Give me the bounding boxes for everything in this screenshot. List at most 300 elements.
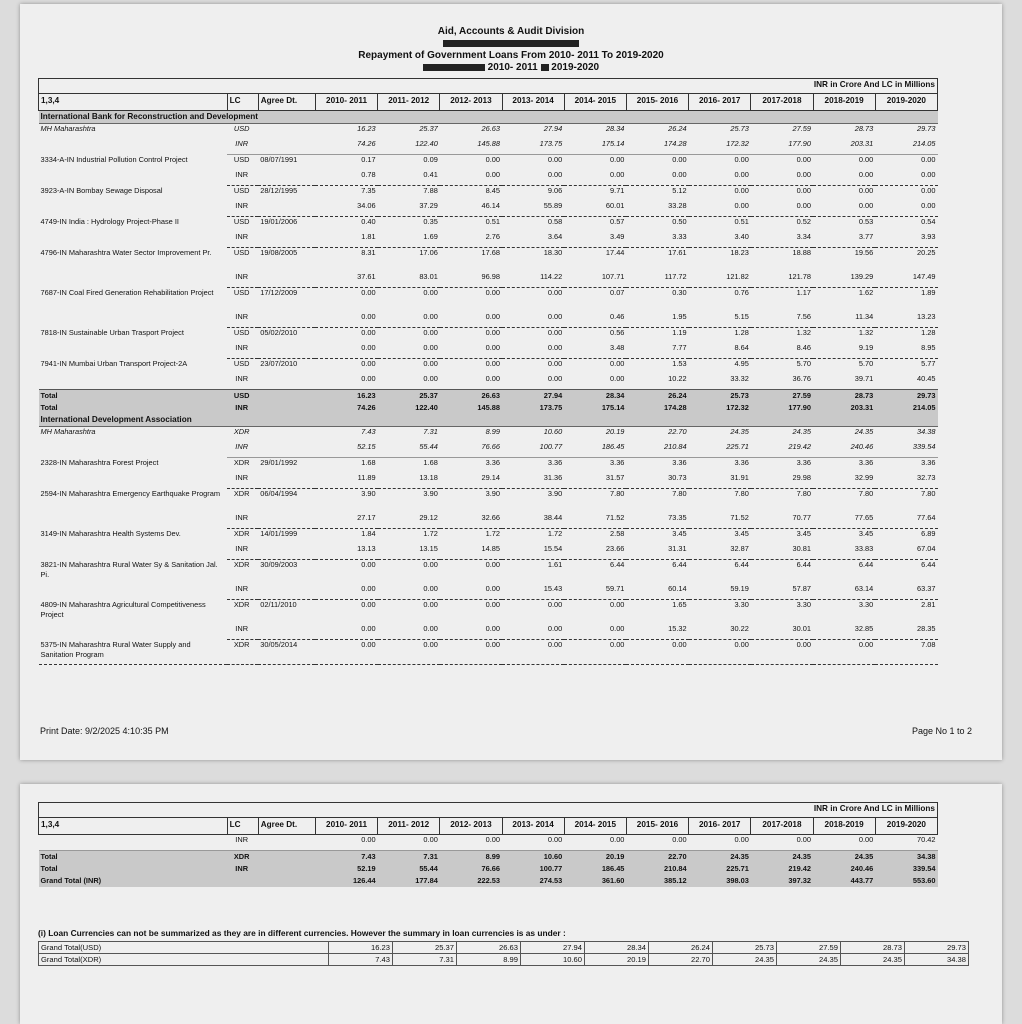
value-cell: 0.00: [813, 640, 875, 665]
value-cell: 13.18: [378, 473, 440, 489]
currency-note: (i) Loan Currencies can not be summarized as they are in different currencies. However the summary in loan currencies is as under :: [38, 928, 566, 938]
agree-date-cell: [258, 402, 315, 414]
value-cell: 7.80: [734, 489, 749, 498]
value-cell: 0.00: [485, 560, 501, 569]
value-cell: 77.65: [813, 513, 875, 529]
value-cell: 0.41: [378, 170, 440, 186]
value-cell: 70.77: [751, 513, 813, 529]
value-cell: 114.22: [502, 272, 564, 288]
value-cell: 0.00: [564, 170, 626, 186]
value-cell: 0.07: [610, 288, 625, 297]
summary-value: 25.73: [713, 942, 777, 954]
value-cell: 13.13: [315, 544, 377, 560]
value-cell: 0.00: [440, 835, 502, 851]
report-page-2: [20, 784, 1002, 1024]
value-cell: 0.51: [485, 217, 501, 226]
currency-cell: INR: [227, 232, 258, 248]
value-cell: 8.64: [689, 343, 751, 359]
value-cell: 7.88: [423, 186, 438, 195]
value-cell: 96.98: [440, 272, 502, 288]
value-cell: 33.83: [813, 544, 875, 560]
value-cell: 0.00: [361, 560, 376, 569]
value-cell: 7.31: [423, 427, 438, 436]
value-cell: 1.72: [423, 529, 438, 538]
value-cell: 0.00: [315, 624, 377, 640]
currency-cell: INR: [227, 863, 258, 875]
value-cell: 222.53: [440, 875, 502, 887]
value-cell: 0.00: [502, 170, 564, 186]
currency-cell: INR: [227, 272, 258, 288]
value-cell: 175.14: [564, 402, 626, 414]
agree-date-cell: [258, 473, 315, 489]
value-cell: 177.90: [751, 402, 813, 414]
value-cell: 7.80: [610, 489, 625, 498]
value-cell: 55.89: [502, 201, 564, 217]
value-cell: 0.00: [672, 155, 687, 164]
value-cell: 9.06: [547, 186, 563, 195]
col-year: 2010- 2011: [315, 818, 377, 835]
value-cell: 443.77: [813, 875, 875, 887]
value-cell: 32.66: [440, 513, 502, 529]
value-cell: 20.19: [564, 851, 626, 864]
value-cell: 17.06: [419, 248, 438, 257]
value-cell: 0.58: [547, 217, 563, 226]
agree-date-cell: [258, 343, 315, 359]
value-cell: 0.00: [485, 155, 501, 164]
value-cell: 0.09: [423, 155, 438, 164]
value-cell: 1.81: [315, 232, 377, 248]
value-cell: 0.00: [315, 584, 377, 600]
value-cell: 0.00: [440, 624, 502, 640]
summary-value: 7.31: [393, 954, 457, 966]
value-cell: 32.85: [813, 624, 875, 640]
value-cell: 1.19: [672, 328, 687, 337]
col-agree-date: Agree Dt.: [258, 818, 315, 835]
value-cell: 24.35: [689, 851, 751, 864]
value-cell: 20.25: [917, 248, 936, 257]
value-cell: 52.19: [315, 863, 377, 875]
loan-row: [39, 458, 938, 474]
value-cell: 0.00: [689, 170, 751, 186]
agree-date-cell: 29/01/1992: [260, 458, 298, 467]
value-cell: 29.73: [875, 390, 937, 403]
value-cell: 1.32: [858, 328, 874, 337]
loan-row: [39, 359, 938, 375]
value-cell: 1.68: [423, 458, 438, 467]
value-cell: 5.12: [672, 186, 687, 195]
value-cell: 3.36: [921, 458, 936, 467]
value-cell: 63.37: [875, 584, 937, 600]
loan-row: [39, 489, 938, 514]
value-cell: 1.28: [734, 328, 749, 337]
value-cell: 177.84: [378, 875, 440, 887]
value-cell: 0.00: [440, 584, 502, 600]
value-cell: 0.00: [813, 170, 875, 186]
value-cell: 3.36: [796, 458, 812, 467]
value-cell: 3.36: [672, 458, 687, 467]
currency-cell: XDR: [233, 529, 250, 538]
value-cell: 25.73: [730, 124, 749, 133]
value-cell: 76.66: [440, 442, 502, 458]
agree-date-cell: 08/07/1991: [260, 155, 298, 164]
value-cell: 0.00: [921, 186, 936, 195]
value-cell: 55.44: [378, 863, 440, 875]
col-year: 2019-2020: [875, 94, 937, 111]
value-cell: 173.75: [502, 402, 564, 414]
value-cell: 3.36: [734, 458, 749, 467]
loan-row: [39, 155, 938, 171]
value-cell: 0.00: [423, 288, 438, 297]
value-cell: 0.51: [734, 217, 749, 226]
value-cell: 3.90: [547, 489, 563, 498]
agree-date-cell: [258, 442, 315, 458]
value-cell: 11.34: [813, 312, 875, 328]
value-cell: 9.19: [813, 343, 875, 359]
repayment-table-continued-body: [39, 803, 938, 888]
agree-date-cell: 17/12/2009: [260, 288, 298, 297]
value-cell: 26.63: [440, 390, 502, 403]
value-cell: 339.54: [875, 863, 937, 875]
agree-date-cell: [258, 835, 315, 851]
value-cell: 24.35: [854, 427, 874, 436]
unit-note: INR in Crore And LC in Millions: [39, 79, 938, 94]
value-cell: 20.19: [605, 427, 625, 436]
value-cell: 30.73: [626, 473, 688, 489]
value-cell: 32.99: [813, 473, 875, 489]
agree-date-cell: [258, 312, 315, 328]
value-cell: 3.64: [502, 232, 564, 248]
section-ibrd: [39, 111, 938, 124]
value-cell: 1.68: [361, 458, 376, 467]
value-cell: 0.00: [423, 328, 438, 337]
value-cell: 177.90: [751, 139, 813, 155]
summary-value: 22.70: [649, 954, 713, 966]
value-cell: 8.31: [361, 248, 376, 257]
value-cell: 0.00: [485, 328, 501, 337]
value-cell: 30.01: [751, 624, 813, 640]
value-cell: 0.00: [378, 835, 440, 851]
loan-name: [39, 835, 228, 851]
value-cell: 0.00: [315, 312, 377, 328]
value-cell: 100.77: [502, 442, 564, 458]
value-cell: 71.52: [564, 513, 626, 529]
value-cell: 17.44: [605, 248, 625, 257]
value-cell: 139.29: [813, 272, 875, 288]
value-cell: 1.61: [547, 560, 563, 569]
value-cell: 219.42: [751, 442, 813, 458]
summary-value: 20.19: [585, 954, 649, 966]
value-cell: 1.72: [547, 529, 563, 538]
value-cell: 0.00: [440, 312, 502, 328]
value-cell: 7.08: [875, 640, 937, 665]
value-cell: 2.81: [921, 600, 936, 609]
grand-total-row: [39, 875, 938, 887]
value-cell: 0.53: [858, 217, 874, 226]
currency-cell: XDR: [227, 640, 258, 665]
value-cell: 11.89: [315, 473, 377, 489]
value-cell: 31.36: [502, 473, 564, 489]
value-cell: 100.77: [502, 863, 564, 875]
value-cell: 27.59: [751, 390, 813, 403]
agree-date-cell: 30/09/2003: [260, 560, 298, 569]
value-cell: 28.34: [605, 124, 625, 133]
value-cell: 175.14: [564, 139, 626, 155]
value-cell: 0.46: [564, 312, 626, 328]
value-cell: 214.05: [875, 402, 937, 414]
value-cell: 15.54: [502, 544, 564, 560]
col-year: 2018-2019: [813, 818, 875, 835]
script-subtitle-mark: [423, 64, 485, 71]
value-cell: 34.06: [315, 201, 377, 217]
agree-date-cell: [258, 624, 315, 640]
value-cell: 3.30: [734, 600, 749, 609]
value-cell: 25.37: [378, 390, 440, 403]
value-cell: 59.71: [564, 584, 626, 600]
value-cell: 5.70: [858, 359, 874, 368]
value-cell: 0.00: [689, 640, 751, 665]
loan-row: [39, 529, 938, 545]
value-cell: 0.00: [315, 343, 377, 359]
column-header-row: [39, 818, 938, 835]
value-cell: 46.14: [440, 201, 502, 217]
value-cell: 6.44: [610, 560, 625, 569]
value-cell: 6.44: [858, 560, 874, 569]
summary-value: 27.94: [521, 942, 585, 954]
value-cell: 60.14: [626, 584, 688, 600]
value-cell: 14.85: [440, 544, 502, 560]
grand-total-label: Grand Total (INR): [39, 875, 316, 887]
value-cell: 1.95: [626, 312, 688, 328]
loan-name: MH Maharashtra: [40, 427, 96, 436]
agree-date-cell: [258, 232, 315, 248]
value-cell: 13.23: [875, 312, 937, 328]
agree-date-cell: [258, 544, 315, 560]
value-cell: 17.61: [668, 248, 687, 257]
currency-cell: INR: [227, 584, 258, 600]
value-cell: 6.89: [921, 529, 936, 538]
loan-currency-summary: [38, 941, 969, 966]
summary-value: 28.73: [841, 942, 905, 954]
value-cell: 0.00: [689, 835, 751, 851]
value-cell: 0.00: [423, 359, 438, 368]
value-cell: 1.72: [485, 529, 501, 538]
loan-row: [39, 186, 938, 202]
value-cell: 186.45: [564, 442, 626, 458]
value-cell: 3.90: [361, 489, 376, 498]
loan-name: 5375-IN Maharashtra Rural Water Supply and Sanitation Program: [39, 640, 228, 665]
agree-date-cell: 02/11/2010: [260, 600, 297, 609]
value-cell: 39.71: [813, 374, 875, 390]
total-row: [39, 390, 938, 403]
value-cell: 147.49: [875, 272, 937, 288]
col-code: 1,3,4: [39, 818, 228, 835]
total-row: [39, 402, 938, 414]
value-cell: 1.17: [796, 288, 812, 297]
agree-date-cell: 28/12/1995: [260, 186, 298, 195]
value-cell: 3.36: [858, 458, 874, 467]
value-cell: 71.52: [689, 513, 751, 529]
summary-value: 24.35: [841, 954, 905, 966]
value-cell: 0.00: [315, 374, 377, 390]
currency-cell: USD: [233, 328, 250, 337]
loan-name: 4809-IN Maharashtra Agricultural Competitiveness Project: [40, 599, 206, 619]
value-cell: 36.76: [751, 374, 813, 390]
value-cell: 3.34: [751, 232, 813, 248]
summary-value: 24.35: [713, 954, 777, 966]
value-cell: 361.60: [564, 875, 626, 887]
value-cell: 117.72: [626, 272, 688, 288]
value-cell: 25.37: [419, 124, 438, 133]
value-cell: 0.00: [813, 201, 875, 217]
value-cell: 0.00: [921, 155, 936, 164]
value-cell: 23.66: [564, 544, 626, 560]
value-cell: 8.45: [485, 186, 501, 195]
agree-date-cell: [258, 390, 315, 403]
value-cell: 0.00: [502, 835, 564, 851]
loan-name: 3149-IN Maharashtra Health Systems Dev.: [40, 528, 181, 538]
summary-value: 10.60: [521, 954, 585, 966]
value-cell: 0.00: [610, 600, 625, 609]
value-cell: 17.68: [481, 248, 501, 257]
agree-date-cell: 06/04/1994: [260, 489, 298, 498]
value-cell: 0.00: [361, 359, 376, 368]
value-cell: 27.59: [792, 124, 812, 133]
value-cell: 3.36: [485, 458, 501, 467]
loan-name: 3334-A-IN Industrial Pollution Control Project: [40, 154, 188, 164]
loan-row: [39, 288, 938, 313]
value-cell: 0.00: [796, 186, 812, 195]
value-cell: 1.32: [796, 328, 812, 337]
value-cell: 0.00: [440, 170, 502, 186]
value-cell: 3.30: [858, 600, 874, 609]
currency-cell: XDR: [233, 600, 250, 609]
agree-date-cell: [258, 139, 315, 155]
value-cell: 0.35: [423, 217, 438, 226]
value-cell: 29.98: [751, 473, 813, 489]
value-cell: 0.00: [378, 624, 440, 640]
value-cell: 24.35: [792, 427, 812, 436]
loan-name: 7941-IN Mumbai Urban Transport Project-2A: [40, 358, 188, 368]
loan-row: [39, 217, 938, 233]
value-cell: 0.00: [378, 343, 440, 359]
value-cell: 55.44: [378, 442, 440, 458]
total-label: Total: [39, 390, 228, 403]
value-cell: 5.15: [689, 312, 751, 328]
col-year: 2014- 2015: [564, 94, 626, 111]
value-cell: 0.00: [378, 374, 440, 390]
value-cell: 5.77: [921, 359, 936, 368]
value-cell: 28.73: [813, 390, 875, 403]
value-cell: 7.80: [796, 489, 812, 498]
currency-cell: INR: [227, 374, 258, 390]
loan-row: [39, 835, 938, 851]
value-cell: 0.00: [502, 343, 564, 359]
value-cell: 1.53: [672, 359, 687, 368]
summary-label: Grand Total(XDR): [39, 954, 329, 966]
script-title-mark: [443, 40, 579, 47]
value-cell: 219.42: [751, 863, 813, 875]
summary-value: 7.43: [329, 954, 393, 966]
value-cell: 7.80: [672, 489, 687, 498]
value-cell: 70.42: [875, 835, 937, 851]
section-title: International Bank for Reconstruction and Development: [39, 111, 938, 124]
col-year: 2016- 2017: [689, 818, 751, 835]
value-cell: 0.00: [564, 624, 626, 640]
value-cell: 8.95: [875, 343, 937, 359]
agree-date-cell: [258, 427, 315, 443]
value-cell: 214.05: [875, 139, 937, 155]
value-cell: 3.90: [423, 489, 438, 498]
value-cell: 0.00: [564, 374, 626, 390]
total-label: Total: [39, 402, 228, 414]
value-cell: 0.00: [502, 640, 564, 665]
section-title: International Development Association: [39, 414, 938, 427]
value-cell: 0.00: [485, 359, 501, 368]
col-year: 2017-2018: [751, 818, 813, 835]
value-cell: 19.56: [854, 248, 874, 257]
repayment-table-body: [39, 79, 938, 665]
summary-value: 27.59: [777, 942, 841, 954]
loan-name: 4749-IN India : Hydrology Project-Phase II: [40, 216, 179, 226]
value-cell: 3.90: [485, 489, 501, 498]
loan-name: 2594-IN Maharashtra Emergency Earthquake Program: [40, 488, 221, 498]
value-cell: 0.00: [378, 640, 440, 665]
currency-cell: USD: [233, 186, 250, 195]
currency-cell: INR: [227, 544, 258, 560]
value-cell: 0.00: [378, 312, 440, 328]
currency-cell: USD: [233, 217, 250, 226]
value-cell: 28.73: [854, 124, 874, 133]
value-cell: 37.61: [315, 272, 377, 288]
value-cell: 0.00: [315, 640, 377, 665]
value-cell: 5.70: [796, 359, 812, 368]
repayment-table: [38, 78, 938, 665]
currency-cell: USD: [233, 155, 250, 164]
agree-date-cell: [258, 124, 315, 140]
currency-cell: INR: [227, 343, 258, 359]
value-cell: 0.00: [796, 155, 812, 164]
agree-date-cell: [258, 272, 315, 288]
currency-cell: XDR: [233, 458, 250, 467]
agree-date-cell: [258, 374, 315, 390]
loan-row: [39, 600, 938, 625]
value-cell: 0.00: [813, 835, 875, 851]
col-agree-date: Agree Dt.: [258, 94, 315, 111]
value-cell: 397.32: [751, 875, 813, 887]
print-date: Print Date: 9/2/2025 4:10:35 PM: [40, 726, 169, 736]
value-cell: 29.73: [917, 124, 936, 133]
value-cell: 0.00: [440, 640, 502, 665]
value-cell: 74.26: [315, 402, 377, 414]
loan-name: MH Maharashtra: [40, 124, 96, 133]
value-cell: 10.60: [502, 851, 564, 864]
value-cell: 0.00: [361, 600, 376, 609]
value-cell: 0.00: [361, 288, 376, 297]
value-cell: 33.32: [689, 374, 751, 390]
summary-row: [39, 954, 969, 966]
value-cell: 6.44: [796, 560, 812, 569]
value-cell: 0.00: [751, 835, 813, 851]
total-row: [39, 851, 938, 864]
loan-row: [39, 560, 938, 585]
value-cell: 33.28: [626, 201, 688, 217]
value-cell: 0.40: [361, 217, 376, 226]
summary-value: 16.23: [329, 942, 393, 954]
value-cell: 3.93: [875, 232, 937, 248]
value-cell: 7.80: [858, 489, 874, 498]
currency-cell: USD: [233, 288, 250, 297]
col-lc: LC: [227, 818, 258, 835]
